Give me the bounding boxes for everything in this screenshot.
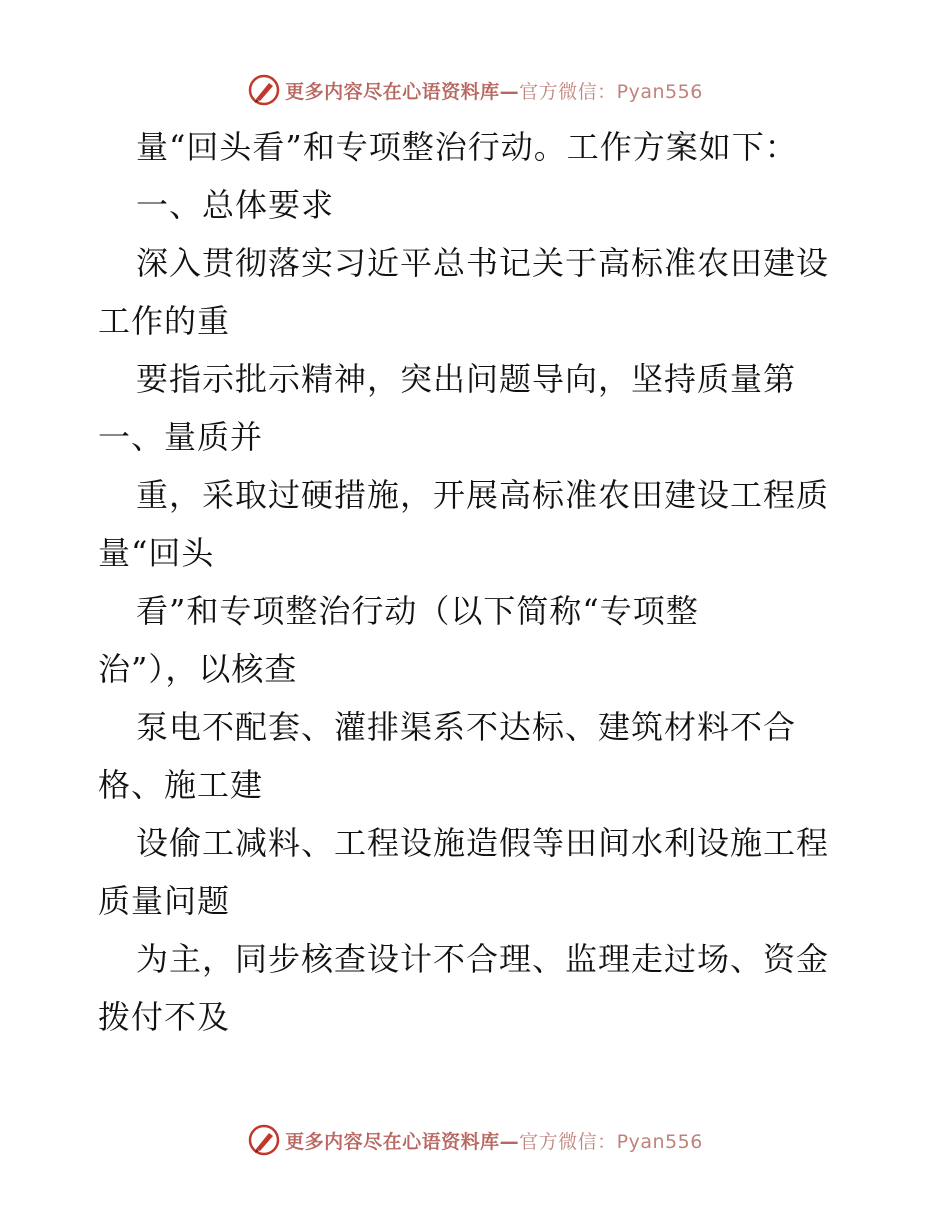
text-line: 量“回头 (98, 534, 215, 572)
footer-banner (0, 1120, 950, 1160)
text-line: 一、量质并 (98, 418, 264, 456)
text-line: 重，采取过硬措施，开展高标准农田建设工程质 (136, 476, 830, 514)
text-line: 拨付不及 (98, 998, 231, 1036)
text-line: 量“回头看”和专项整治行动。工作方案如下： (136, 128, 798, 166)
pen-logo-icon (247, 1123, 281, 1157)
text-line: 格、施工建 (98, 766, 264, 804)
text-line: 一、总体要求 (136, 186, 335, 224)
text-line: 质量问题 (98, 882, 231, 920)
footer-banner-dash: — (499, 1130, 520, 1153)
footer-banner-main: 更多内容尽在心语资料库 (285, 1130, 500, 1153)
text-line: 为主，同步核查设计不合理、监理走过场、资金 (136, 940, 830, 978)
footer-banner-text (285, 1127, 703, 1154)
header-banner (0, 70, 950, 110)
footer-banner-wechat: 官方微信：Pyan556 (519, 1130, 703, 1153)
text-line: 治”），以核查 (98, 650, 298, 688)
text-line: 泵电不配套、灌排渠系不达标、建筑材料不合 (136, 708, 797, 746)
header-banner-text (285, 77, 703, 104)
text-line: 深入贯彻落实习近平总书记关于高标准农田建设 (136, 244, 830, 282)
header-banner-wechat: 官方微信：Pyan556 (519, 80, 703, 103)
pen-logo-icon (247, 73, 281, 107)
text-line: 设偷工减料、工程设施造假等田间水利设施工程 (136, 824, 830, 862)
text-line: 要指示批示精神，突出问题导向，坚持质量第 (136, 360, 797, 398)
header-banner-dash: — (499, 80, 520, 103)
document-body (98, 118, 878, 1046)
header-banner-main: 更多内容尽在心语资料库 (285, 80, 500, 103)
text-line: 看”和专项整治行动（以下简称“专项整 (136, 592, 699, 630)
text-line: 工作的重 (98, 302, 231, 340)
